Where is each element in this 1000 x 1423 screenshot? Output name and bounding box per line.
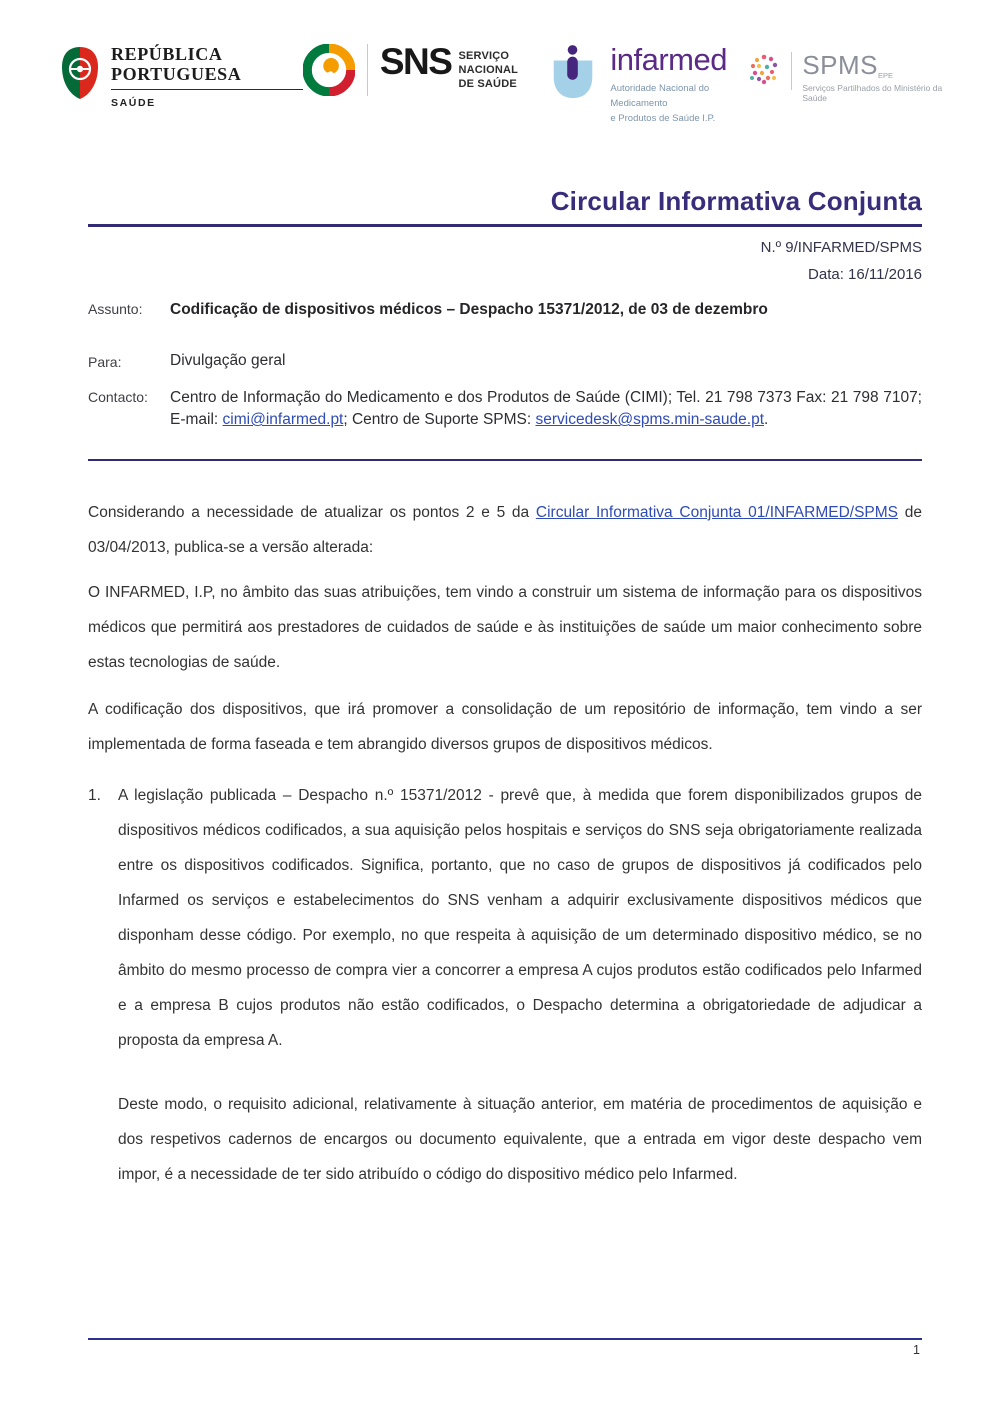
assunto-label: Assunto:	[88, 301, 143, 317]
contacto-email-servicedesk-link[interactable]: servicedesk@spms.min-saude.pt	[535, 411, 765, 429]
infarmed-logo-text	[610, 44, 747, 127]
gov-department: SAÚDE	[111, 97, 156, 110]
spms-logo-text	[802, 52, 948, 103]
logo-republica-portuguesa	[60, 44, 303, 109]
infarmed-subtitle-line2: e Produtos de Saúde I.P.	[610, 113, 716, 125]
header-logos	[60, 41, 948, 127]
meta-row-para	[88, 352, 922, 370]
contacto-label: Contacto:	[88, 389, 148, 406]
paragraph-deste-modo: Deste modo, o requisito adicional, relativamente à situação anterior, em matéria de procedimentos de aquisição e dos respetivos cadernos de encargos ou documento equivalente, que a entrada em vigor deste despacho vem impor, é a necessidade de ter sido atribuído o código do dispositivo médico pelo Infarmed.	[118, 1095, 922, 1183]
para-value: Divulgação geral	[170, 352, 286, 370]
contacto-value	[170, 387, 922, 430]
paragraph-considerando	[88, 495, 922, 565]
circular-conjunta-link[interactable]: Circular Informativa Conjunta 01/INFARMED/SPMS	[535, 503, 899, 521]
sns-divider	[367, 44, 368, 96]
document-body	[88, 495, 922, 1192]
spms-abbr: SPMS	[802, 50, 879, 80]
p1-text-2: de 03/04/2013, publica-se a versão alterada:	[88, 503, 922, 556]
sns-logo-icon	[303, 44, 355, 101]
sns-abbr: SNS	[379, 41, 452, 82]
document-number: N.º 9/INFARMED/SPMS	[760, 239, 922, 256]
document-date: Data: 16/11/2016	[808, 266, 922, 283]
contacto-text-1: Centro de Informação do Medicamento e dos Produtos de Saúde (CIMI); Tel. 21 798 7373 Fax: 21 798 7107; E-mail:	[170, 389, 922, 429]
contacto-text-3: .	[764, 411, 769, 429]
spms-sphere-icon	[747, 52, 781, 91]
spms-suffix: EPE	[878, 71, 894, 81]
sns-subtitle	[458, 50, 546, 91]
gov-logo-text	[111, 44, 303, 109]
infarmed-name: infarmed	[610, 42, 727, 77]
para-label: Para:	[88, 354, 122, 371]
page-footer	[88, 1338, 922, 1357]
gov-line1: REPÚBLICA	[111, 44, 223, 64]
document-content	[88, 186, 922, 1192]
gov-rule	[111, 89, 303, 90]
gov-line2: PORTUGUESA	[111, 64, 242, 85]
logo-infarmed	[546, 44, 747, 127]
spms-divider	[791, 52, 792, 90]
infarmed-subtitle	[610, 81, 747, 127]
meta-row-assunto	[88, 299, 922, 321]
portugal-flag-icon	[60, 44, 100, 107]
contacto-email-cimi-link[interactable]: cimi@infarmed.pt	[222, 411, 344, 429]
contacto-text-2: ; Centro de Suporte SPMS:	[343, 411, 536, 429]
paragraph-codificacao: A codificação dos dispositivos, que irá promover a consolidação de um repositório de informação, tem vindo a ser implementada de forma faseada e tem abrangido diversos grupos de dispositivos médicos.	[88, 700, 922, 753]
page-number: 1	[913, 1343, 920, 1357]
infarmed-subtitle-line1: Autoridade Nacional do Medicamento	[610, 83, 710, 110]
title-rule	[88, 224, 922, 227]
list-item-1	[88, 778, 922, 1058]
spms-abbr-row	[802, 52, 948, 80]
header-separator-rule	[88, 459, 922, 461]
paragraph-infarmed-sistema: O INFARMED, I.P, no âmbito das suas atribuições, tem vindo a construir um sistema de informação para os dispositivos médicos que permitirá aos prestadores de cuidados de saúde e às instituições de saúde um maior conhecimento sobre estas tecnologias de saúde.	[88, 583, 922, 671]
sns-subtitle-line1: SERVIÇO NACIONAL	[458, 50, 519, 76]
sns-logo-text	[379, 41, 547, 91]
list-item-1-text: A legislação publicada – Despacho n.º 15371/2012 - prevê que, à medida que forem disponibilizados grupos de dispositivos médicos codificados, a sua aquisição pelos hospitais e serviços do SNS seja obrigatoriamente realizada entre os dispositivos codificados. Significa, portanto, que no caso de grupos de dispositivos já codificados pelo Infarmed os serviços e estabelecimentos do SNS venham a adquirir exclusivamente dispositivos médicos que disponham desse código. Por exemplo, no que respeita à aquisição de um determinado dispositivo médico, se no âmbito do mesmo processo de compra vier a concorrer a empresa A cujos produtos estão codificados pelo Infarmed e a empresa B cujos produtos não estão codificados, o Despacho determina a obrigatoriedade de adjudicar a proposta da empresa A.	[118, 786, 922, 1049]
list-item-1-number: 1.	[88, 786, 101, 804]
sns-subtitle-line2: DE SAÚDE	[458, 77, 517, 90]
assunto-value: Codificação de dispositivos médicos – Despacho 15371/2012, de 03 de dezembro	[170, 301, 768, 318]
infarmed-logo-icon	[546, 44, 600, 109]
logo-spms	[747, 52, 948, 103]
page-title: Circular Informativa Conjunta	[550, 186, 922, 216]
meta-row-contacto	[88, 387, 922, 430]
p1-text-1: Considerando a necessidade de atualizar os pontos 2 e 5 da	[88, 503, 536, 521]
spms-subtitle: Serviços Partilhados do Ministério da Saúde	[802, 83, 943, 104]
logo-sns	[303, 41, 546, 101]
footer-rule	[88, 1338, 922, 1340]
